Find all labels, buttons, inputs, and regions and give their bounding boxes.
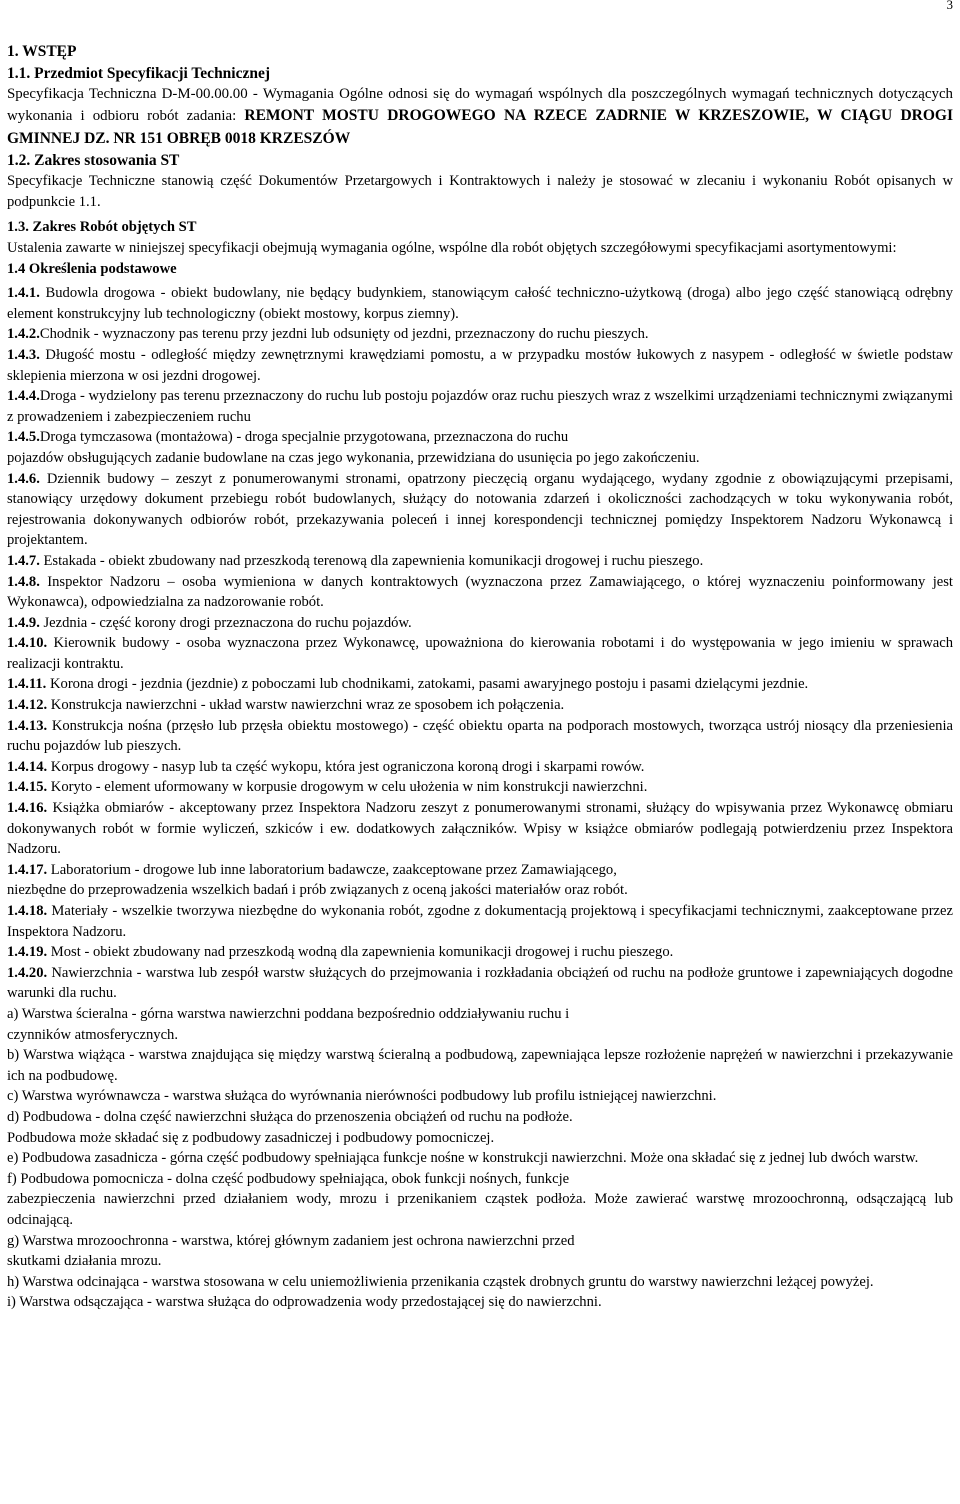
section-heading-1-1: 1.1. Przedmiot Specyfikacji Technicznej bbox=[7, 65, 271, 82]
definitions-list bbox=[7, 283, 953, 1004]
definition-item bbox=[7, 777, 953, 798]
layer-item: Podbudowa może składać się z podbudowy zasadniczej i podbudowy pomocniczej. bbox=[7, 1129, 495, 1146]
section-heading-1-2: 1.2. Zakres stosowania ST bbox=[7, 152, 180, 170]
definition-number: 1.4.7. bbox=[7, 552, 40, 569]
definition-text: Konstrukcja nośna (przęsło lub przęsła obiektu mostowego) - część obiektu oparta na podporach mostowych, tworząca ustrój niosący dla przeniesienia ruchu pojazdów lub pieszych. bbox=[7, 717, 953, 755]
definition-number: 1.4.15. bbox=[7, 779, 48, 796]
definition-number: 1.4.2. bbox=[7, 326, 40, 343]
definition-item bbox=[7, 901, 953, 942]
definition-text: Korpus drogowy - nasyp lub ta część wykopu, która jest ograniczona koroną drogi i skarpami rowów. bbox=[47, 758, 645, 775]
definition-item bbox=[7, 386, 953, 427]
document-content bbox=[7, 41, 953, 1313]
definition-item bbox=[7, 963, 953, 1004]
definition-number: 1.4.19. bbox=[7, 944, 48, 961]
definition-text: Długość mostu - odległość między zewnętrznymi krawędziami pomostu, a w przypadku mostów łukowych z nasypem - odległość w świetle podstaw sklepienia mierzona w osi jezdni drogowej. bbox=[7, 346, 953, 384]
definition-number: 1.4.10. bbox=[7, 635, 48, 652]
definition-item bbox=[7, 942, 953, 963]
layer-item: a) Warstwa ścieralna - górna warstwa nawierzchni poddana bezpośrednio oddziaływaniu ruchu i bbox=[7, 1005, 570, 1022]
intro-paragraph bbox=[7, 84, 953, 150]
definition-number: 1.4.14. bbox=[7, 758, 48, 775]
definition-continuation: niezbędne do przeprowadzenia wszelkich badań i prób związanych z oceną jakości materiałów oraz robót. bbox=[7, 882, 628, 899]
definition-number: 1.4.4. bbox=[7, 388, 40, 405]
definition-item bbox=[7, 633, 953, 674]
definition-number: 1.4.9. bbox=[7, 614, 40, 631]
definition-number: 1.4.16. bbox=[7, 800, 48, 817]
project-title: REMONT MOSTU DROGOWEGO NA RZECE ZADRNIE W KRZESZOWIE, W CIĄGU DROGI GMINNEJ DZ. NR 151 OBRĘB 0018 KRZESZÓW bbox=[7, 107, 953, 147]
layer-item: h) Warstwa odcinająca - warstwa stosowana w celu uniemożliwienia przenikania cząstek drobnych gruntu do warstwy nawierzchni leżącej powyżej. bbox=[7, 1273, 874, 1290]
definition-number: 1.4.13. bbox=[7, 717, 48, 734]
definition-number: 1.4.20. bbox=[7, 964, 48, 981]
section-heading-1-3: 1.3. Zakres Robót objętych ST bbox=[7, 219, 197, 236]
definition-text: Budowla drogowa - obiekt budowlany, nie będący budynkiem, stanowiącym całość techniczno-użytkową (droga) albo jego część stanowiącą odrębny element konstrukcyjny lub technologiczny (obiekt mostowy, korpus ziemny). bbox=[7, 285, 953, 322]
intro-text: Specyfikacja Techniczna D-M-00.00.00 - Wymagania Ogólne odnosi się do wymagań wspólnych dla poszczególnych wymagań technicznych dotyczących wykonania i odbioru robót zadania: bbox=[7, 86, 953, 125]
document-page bbox=[7, 0, 953, 1504]
definition-text: Droga - wydzielony pas terenu przeznaczony do ruchu lub postoju pojazdów oraz ruchu pieszych wraz z wszelkimi urządzeniami technicznymi związanymi z prowadzeniem i zabezpieczeniem ruchu bbox=[7, 388, 953, 425]
definition-item bbox=[7, 427, 953, 448]
definition-number: 1.4.11. bbox=[7, 676, 47, 693]
layer-item: f) Podbudowa pomocnicza - dolna część podbudowy spełniająca, obok funkcji nośnych, funkcje bbox=[7, 1170, 570, 1187]
scope-paragraph: Specyfikacje Techniczne stanowią część Dokumentów Przetargowych i Kontraktowych i należy je stosować w zlecaniu i wykonaniu Robót opisanych w podpunkcie 1.1. bbox=[7, 173, 953, 210]
layer-item: e) Podbudowa zasadnicza - górna część podbudowy spełniająca funkcje nośne w konstrukcji nawierzchni. Może ona składać się z jednej lub dwóch warstw. bbox=[7, 1150, 919, 1167]
definition-item bbox=[7, 860, 953, 881]
layer-continuation: skutkami działania mrozu. bbox=[7, 1253, 162, 1270]
definition-number: 1.4.1. bbox=[7, 285, 40, 302]
definition-item bbox=[7, 551, 953, 572]
layer-item: g) Warstwa mrozoochronna - warstwa, której głównym zadaniem jest ochrona nawierzchni przed bbox=[7, 1232, 575, 1249]
definition-number: 1.4.8. bbox=[7, 573, 40, 590]
definition-text: Książka obmiarów - akceptowany przez Inspektora Nadzoru zeszyt z ponumerowanymi stronami, służący do wpisywania przez Wykonawcę obmiaru dokonywanych robót w formie wyliczeń, szkiców i ew. dodatkowych załączników. Wpisy w książce obmiarów podlegają potwierdzeniu przez Inspektora Nadzoru. bbox=[7, 800, 953, 858]
definition-text: Inspektor Nadzoru – osoba wymieniona w danych kontraktowych (wyznaczona przez Zamawiającego, o której wyznaczeniu poinformowany jest Wykonawca), odpowiedzialna za nadzorowanie robót. bbox=[7, 573, 953, 611]
definition-item bbox=[7, 674, 953, 695]
definition-text: Konstrukcja nawierzchni - układ warstw nawierzchni wraz ze sposobem ich połączenia. bbox=[47, 697, 565, 714]
page-number: 3 bbox=[946, 0, 953, 12]
definition-number: 1.4.17. bbox=[7, 861, 48, 878]
section-heading-1: 1. WSTĘP bbox=[7, 43, 77, 60]
definition-number: 1.4.5. bbox=[7, 429, 40, 446]
section-heading-1-4: 1.4 Określenia podstawowe bbox=[7, 260, 177, 277]
definition-text: Droga tymczasowa (montażowa) - droga specjalnie przygotowana, przeznaczona do ruchu bbox=[39, 429, 569, 446]
layer-item: c) Warstwa wyrównawcza - warstwa służąca do wyrównania nierówności podbudowy lub profilu istniejącej nawierzchni. bbox=[7, 1088, 717, 1105]
definition-number: 1.4.12. bbox=[7, 697, 48, 714]
definition-text: Chodnik - wyznaczony pas terenu przy jezdni lub odsunięty od jezdni, przeznaczony do ruchu pieszych. bbox=[39, 326, 649, 343]
definition-text: Nawierzchnia - warstwa lub zespół warstw służących do przejmowania i rozkładania obciążeń od ruchu na podłoże gruntowe i zapewniających dogodne warunki dla ruchu. bbox=[7, 964, 953, 1002]
definition-item bbox=[7, 345, 953, 386]
layer-item: i) Warstwa odsączająca - warstwa służąca do odprowadzenia wody przedostającej się do nawierzchni. bbox=[7, 1294, 602, 1311]
definition-item bbox=[7, 613, 953, 634]
definition-item bbox=[7, 324, 953, 345]
definition-item bbox=[7, 283, 953, 324]
definition-number: 1.4.6. bbox=[7, 470, 40, 487]
definition-text: Kierownik budowy - osoba wyznaczona przez Wykonawcę, upoważniona do kierowania robotami i do występowania w jego imieniu w sprawach realizacji kontraktu. bbox=[7, 635, 953, 672]
layer-item: d) Podbudowa - dolna część nawierzchni służąca do przenoszenia obciążeń od ruchu na podłoże. bbox=[7, 1108, 573, 1125]
definition-text: Koryto - element uformowany w korpusie drogowym w celu ułożenia w nim konstrukcji nawierzchni. bbox=[47, 779, 648, 796]
definition-text: Materiały - wszelkie tworzywa niezbędne do wykonania robót, zgodne z dokumentacją projektową i specyfikacjami technicznymi, zaakceptowane przez Inspektora Nadzoru. bbox=[7, 903, 953, 940]
definition-number: 1.4.3. bbox=[7, 346, 40, 363]
range-paragraph: Ustalenia zawarte w niniejszej specyfikacji obejmują wymagania ogólne, wspólne dla robót objętych szczegółowymi specyfikacjami asortymentowymi: bbox=[7, 240, 897, 256]
definition-number: 1.4.18. bbox=[7, 903, 48, 919]
definition-continuation: pojazdów obsługujących zadanie budowlane na czas jego wykonania, przewidziana do usunięcia po jego zakończeniu. bbox=[7, 449, 700, 466]
definition-item bbox=[7, 798, 953, 860]
definition-text: Laboratorium - drogowe lub inne laboratorium badawcze, zaakceptowane przez Zamawiającego, bbox=[47, 861, 617, 878]
layer-continuation: zabezpieczenia nawierzchni przed działaniem wody, mrozu i przenikaniem cząstek podłoża. Może zawierać warstwę mrozoochronną, odsączającą lub odcinającą. bbox=[7, 1191, 953, 1228]
definition-item bbox=[7, 716, 953, 757]
definition-item bbox=[7, 572, 953, 613]
layer-item: b) Warstwa wiążąca - warstwa znajdująca się między warstwą ścieralną a podbudową, zapewniająca lepsze rozłożenie naprężeń w nawierzchni i przekazywanie ich na podbudowę. bbox=[7, 1047, 953, 1084]
definition-text: Estakada - obiekt zbudowany nad przeszkodą terenową dla zapewnienia komunikacji drogowej i ruchu pieszego. bbox=[39, 552, 704, 569]
definition-item bbox=[7, 695, 953, 716]
definition-text: Jezdnia - część korony drogi przeznaczona do ruchu pojazdów. bbox=[39, 614, 412, 631]
layer-continuation: czynników atmosferycznych. bbox=[7, 1026, 179, 1043]
definition-text: Most - obiekt zbudowany nad przeszkodą wodną dla zapewnienia komunikacji drogowej i ruchu pieszego. bbox=[47, 944, 674, 961]
layers-list bbox=[7, 1004, 953, 1313]
definition-item bbox=[7, 469, 953, 551]
definition-text: Korona drogi - jezdnia (jezdnie) z poboczami lub chodnikami, zatokami, pasami awaryjnego postoju i pasami dzielącymi jezdnie. bbox=[46, 676, 809, 693]
definition-text: Dziennik budowy – zeszyt z ponumerowanymi stronami, opatrzony pieczęcią organu wydającego, wydany zgodnie z obowiązującymi przepisami, stanowiący urzędowy dokument przebiegu robót budowlanych, służący do notowania zdarzeń i okoliczności zachodzących w toku wykonywania robót, rejestrowania dokonywanych odbiorów robót, przekazywania poleceń i innej korespondencji technicznej pomiędzy Inspektorem Nadzoru Wykonawcą i projektantem. bbox=[7, 470, 953, 549]
definition-item bbox=[7, 757, 953, 778]
